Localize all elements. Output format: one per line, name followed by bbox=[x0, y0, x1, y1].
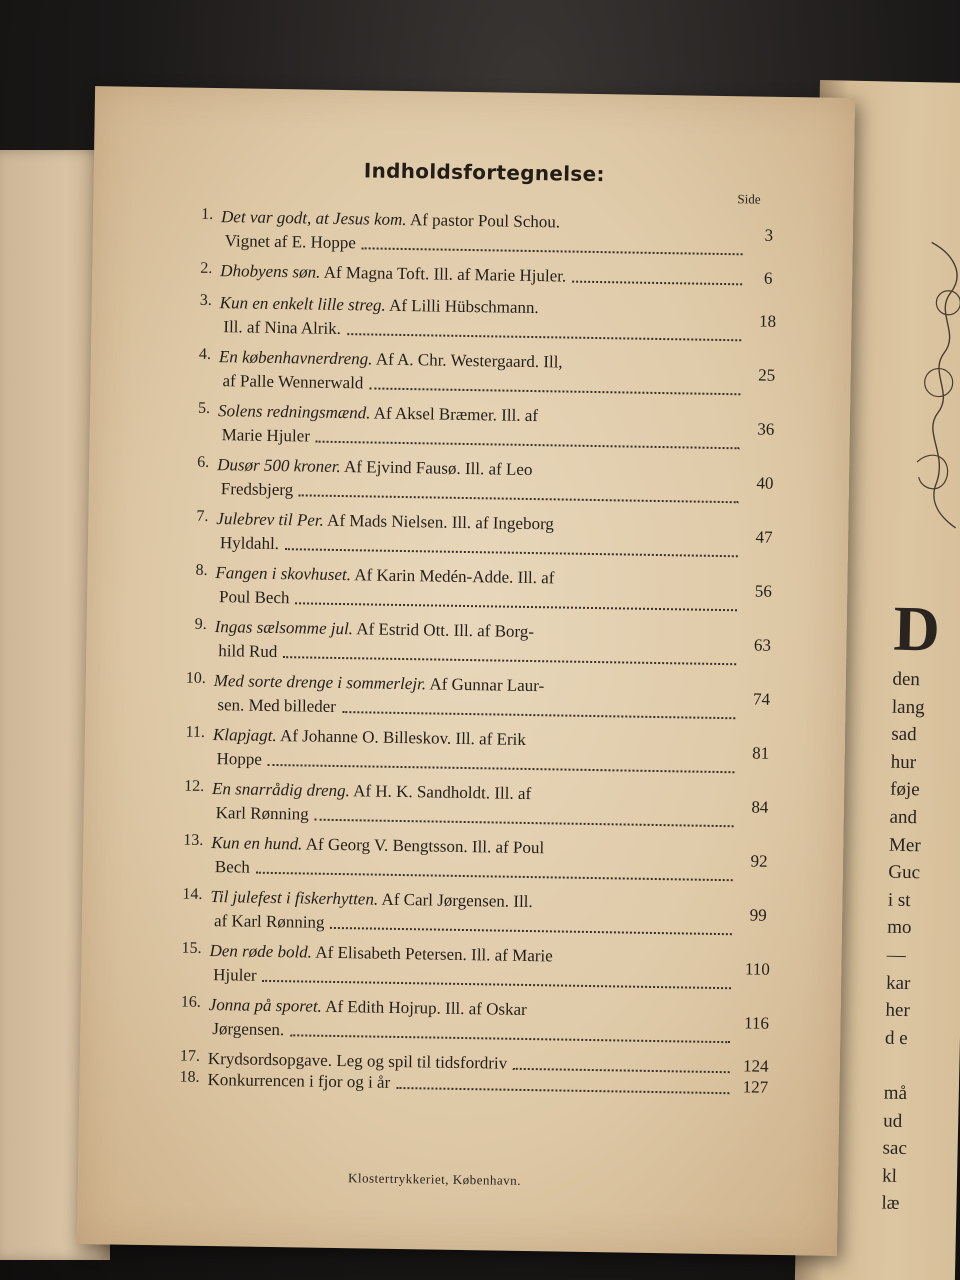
toc-entry bbox=[199, 291, 780, 355]
dot-leader bbox=[396, 1087, 729, 1094]
facing-page-line: kar bbox=[885, 972, 911, 994]
entry-title: Med sorte drenge i sommerlejr. bbox=[213, 671, 427, 694]
dot-leader bbox=[262, 980, 731, 989]
entry-number: 5. bbox=[197, 399, 211, 417]
entry-line-2: Poul Bech bbox=[218, 587, 290, 608]
entry-title: Fangen i skovhuset. bbox=[215, 563, 352, 585]
entry-page-number: 25 bbox=[758, 365, 776, 385]
facing-page-line: kl bbox=[881, 1165, 898, 1187]
entry-page-number: 36 bbox=[757, 419, 775, 439]
side-column-label: Side bbox=[737, 191, 761, 207]
entry-number: 18. bbox=[179, 1068, 200, 1086]
entry-title: Julebrev til Per. bbox=[216, 509, 324, 530]
facing-page-line: må bbox=[883, 1082, 908, 1104]
dot-leader bbox=[362, 247, 743, 255]
entry-title: En københavnerdreng. bbox=[218, 347, 373, 369]
entry-line-1 bbox=[220, 260, 566, 287]
entry-page-number: 116 bbox=[743, 1013, 770, 1033]
dot-leader bbox=[295, 602, 737, 611]
facing-page-line: i st bbox=[887, 889, 911, 911]
entry-title: Til julefest i fiskerhytten. bbox=[210, 887, 379, 909]
toc-entry bbox=[197, 453, 778, 517]
entry-credit: Af Johanne O. Billeskov. Ill. af Erik bbox=[276, 726, 526, 749]
toc-entry bbox=[201, 205, 781, 269]
dot-leader bbox=[369, 387, 740, 395]
dot-leader bbox=[347, 333, 741, 341]
entry-credit: Af Lilli Hübschmann. bbox=[385, 295, 539, 318]
entry-page-number: 124 bbox=[742, 1056, 769, 1076]
facing-page-line bbox=[884, 1052, 960, 1081]
entry-line-1 bbox=[219, 346, 563, 373]
entry-line-2: Hyldahl. bbox=[219, 533, 280, 554]
entry-number: 9. bbox=[194, 615, 207, 633]
entry-page-number: 81 bbox=[752, 743, 770, 763]
entry-line-2: af Karl Rønning bbox=[213, 911, 325, 932]
entry-number: 13. bbox=[183, 831, 204, 849]
entry-page-number: 99 bbox=[749, 905, 767, 925]
entry-line-2: Hjuler bbox=[213, 965, 257, 985]
facing-page-line: sac bbox=[882, 1137, 908, 1160]
toc-entry bbox=[197, 399, 778, 463]
entry-credit: Af Edith Hojrup. Ill. af Oskar bbox=[321, 996, 527, 1019]
entry-credit: Af pastor Poul Schou. bbox=[406, 210, 561, 232]
entry-line-2: Karl Rønning bbox=[215, 803, 309, 824]
entry-number: 11. bbox=[185, 723, 206, 741]
entry-number: 3. bbox=[199, 291, 212, 309]
entry-credit: Af Aksel Bræmer. Ill. af bbox=[370, 403, 539, 426]
dot-leader bbox=[299, 494, 739, 503]
entry-line-1 bbox=[218, 400, 538, 427]
entry-title: Dhobyens søn. bbox=[220, 261, 321, 282]
facing-page-line: — bbox=[886, 944, 906, 966]
toc-entry bbox=[195, 561, 776, 625]
entry-title: En snarrådig dreng. bbox=[211, 779, 351, 801]
facing-page-line: føje bbox=[889, 779, 920, 801]
toc-page bbox=[77, 86, 855, 1256]
entry-page-number: 110 bbox=[744, 959, 770, 979]
dot-leader bbox=[285, 548, 738, 557]
entry-line-2: hild Rud bbox=[218, 641, 278, 662]
entry-page-number: 63 bbox=[753, 635, 772, 655]
entry-credit: Af Ejvind Fausø. Ill. af Leo bbox=[340, 457, 533, 480]
drop-cap: D bbox=[892, 592, 941, 665]
entry-number: 6. bbox=[197, 453, 210, 471]
entry-line-2: Ill. af Nina Alrik. bbox=[223, 317, 342, 338]
entry-title: Den røde bold. bbox=[209, 941, 313, 962]
facing-page-line: Mer bbox=[888, 834, 921, 856]
entry-line-2: Bech bbox=[214, 857, 250, 877]
entry-page-number: 18 bbox=[758, 311, 777, 331]
entry-credit: Af Mads Nielsen. Ill. af Ingeborg bbox=[323, 510, 555, 534]
facing-page-line: læ bbox=[881, 1192, 900, 1215]
entry-line-2: af Palle Wennerwald bbox=[222, 371, 364, 393]
toc-entry bbox=[198, 345, 779, 409]
entry-credit: Konkurrencen i fjor og i år bbox=[207, 1069, 391, 1092]
entry-title: Klapjagt. bbox=[212, 725, 277, 746]
entry-page-number: 3 bbox=[764, 225, 774, 245]
entry-number: 2. bbox=[200, 259, 213, 277]
entry-title: Kun en hund. bbox=[211, 833, 303, 854]
facing-page-text bbox=[881, 594, 960, 1220]
entry-page-number: 47 bbox=[755, 527, 773, 547]
entry-credit: Af Estrid Ott. Ill. af Borg- bbox=[352, 619, 535, 642]
entry-credit: Af Carl Jørgensen. Ill. bbox=[378, 889, 533, 912]
entry-page-number: 40 bbox=[756, 473, 774, 493]
facing-page-line: lang bbox=[891, 696, 925, 718]
entry-line-1 bbox=[210, 886, 533, 913]
facing-page-line: sad bbox=[891, 723, 917, 746]
facing-page-line: ud bbox=[883, 1110, 903, 1132]
entry-line-1 bbox=[214, 670, 545, 697]
entry-line-1 bbox=[217, 454, 533, 481]
entry-credit: Af Georg V. Bengtsson. Ill. af Poul bbox=[302, 834, 545, 858]
entry-title: Solens redningsmænd. bbox=[217, 401, 371, 423]
entry-credit: Af Gunnar Laur- bbox=[425, 674, 545, 696]
entry-number: 15. bbox=[181, 939, 202, 957]
entry-credit: Krydsordsopgave. Leg og spil til tidsfordriv bbox=[207, 1048, 508, 1073]
entry-title: Jonna på sporet. bbox=[208, 995, 323, 1016]
entry-line-1 bbox=[207, 1069, 390, 1094]
entry-line-1 bbox=[213, 724, 526, 751]
entry-number: 8. bbox=[195, 561, 208, 579]
entry-credit: Af H. K. Sandholdt. Ill. af bbox=[349, 781, 532, 804]
entry-line-2: sen. Med billeder bbox=[217, 695, 337, 716]
toc-list bbox=[179, 205, 781, 1099]
entry-number: 1. bbox=[201, 205, 214, 223]
dot-leader bbox=[330, 927, 732, 935]
toc-entry bbox=[194, 615, 775, 679]
dot-leader bbox=[316, 441, 740, 450]
dot-leader bbox=[513, 1068, 730, 1073]
facing-page-line: den bbox=[892, 668, 921, 691]
entry-page-number: 6 bbox=[763, 268, 773, 288]
printer-imprint: Klostertrykkeriet, København. bbox=[347, 1170, 522, 1188]
dot-leader bbox=[256, 872, 733, 881]
entry-credit: Af A. Chr. Westergaard. Ill, bbox=[372, 349, 563, 372]
entry-number: 14. bbox=[182, 885, 203, 903]
entry-line-1 bbox=[211, 832, 544, 859]
entry-page-number: 92 bbox=[750, 851, 768, 871]
facing-page-line: Guc bbox=[888, 861, 921, 884]
facing-page-line: her bbox=[885, 999, 911, 1022]
dot-leader bbox=[267, 764, 734, 773]
dot-leader bbox=[290, 1034, 730, 1043]
entry-number: 16. bbox=[180, 993, 201, 1011]
facing-page-line: hur bbox=[890, 751, 917, 773]
entry-line-2: Hoppe bbox=[216, 749, 263, 769]
entry-line-2: Vignet af E. Hoppe bbox=[224, 231, 357, 253]
facing-page-line: and bbox=[889, 806, 918, 829]
entry-title: Kun en enkelt lille streg. bbox=[219, 293, 386, 315]
entry-number: 10. bbox=[185, 669, 206, 687]
entry-line-2: Marie Hjuler bbox=[221, 425, 311, 446]
entry-page-number: 74 bbox=[752, 689, 771, 709]
dot-leader bbox=[283, 656, 736, 665]
dot-leader bbox=[315, 819, 734, 828]
entry-line-1 bbox=[209, 940, 553, 967]
dot-leader bbox=[572, 281, 742, 286]
vignette-illustration bbox=[906, 232, 960, 533]
entry-page-number: 56 bbox=[754, 581, 772, 601]
entry-number: 7. bbox=[196, 507, 209, 525]
entry-title: Dusør 500 kroner. bbox=[217, 455, 341, 477]
entry-line-1 bbox=[209, 994, 527, 1021]
entry-line-1 bbox=[212, 778, 531, 805]
entry-page-number: 84 bbox=[751, 797, 769, 817]
dot-leader bbox=[342, 711, 735, 719]
entry-line-1 bbox=[221, 206, 560, 233]
facing-page-line: d e bbox=[884, 1027, 908, 1049]
toc-entry bbox=[196, 507, 777, 571]
entry-line-1 bbox=[216, 508, 554, 535]
entry-line-2: Jørgensen. bbox=[212, 1019, 285, 1040]
entry-page-number: 127 bbox=[742, 1077, 769, 1097]
entry-number: 4. bbox=[198, 345, 212, 363]
entry-number: 17. bbox=[179, 1047, 201, 1065]
entry-line-1 bbox=[220, 292, 539, 319]
entry-line-2: Fredsbjerg bbox=[220, 479, 294, 500]
entry-credit: Af Magna Toft. Ill. af Marie Hjuler. bbox=[320, 262, 567, 286]
entry-line-1 bbox=[215, 562, 554, 589]
facing-page-line: mo bbox=[887, 916, 912, 939]
entry-credit: Af Elisabeth Petersen. Ill. af Marie bbox=[311, 942, 553, 966]
entry-credit: Af Karin Medén-Adde. Ill. af bbox=[350, 565, 555, 588]
entry-line-1 bbox=[214, 616, 534, 643]
entry-number: 12. bbox=[184, 777, 205, 795]
entry-title: Ingas sælsomme jul. bbox=[214, 617, 354, 639]
page-title: Indholdsfortegnelse: bbox=[363, 158, 605, 187]
entry-title: Det var godt, at Jesus kom. bbox=[220, 207, 407, 230]
